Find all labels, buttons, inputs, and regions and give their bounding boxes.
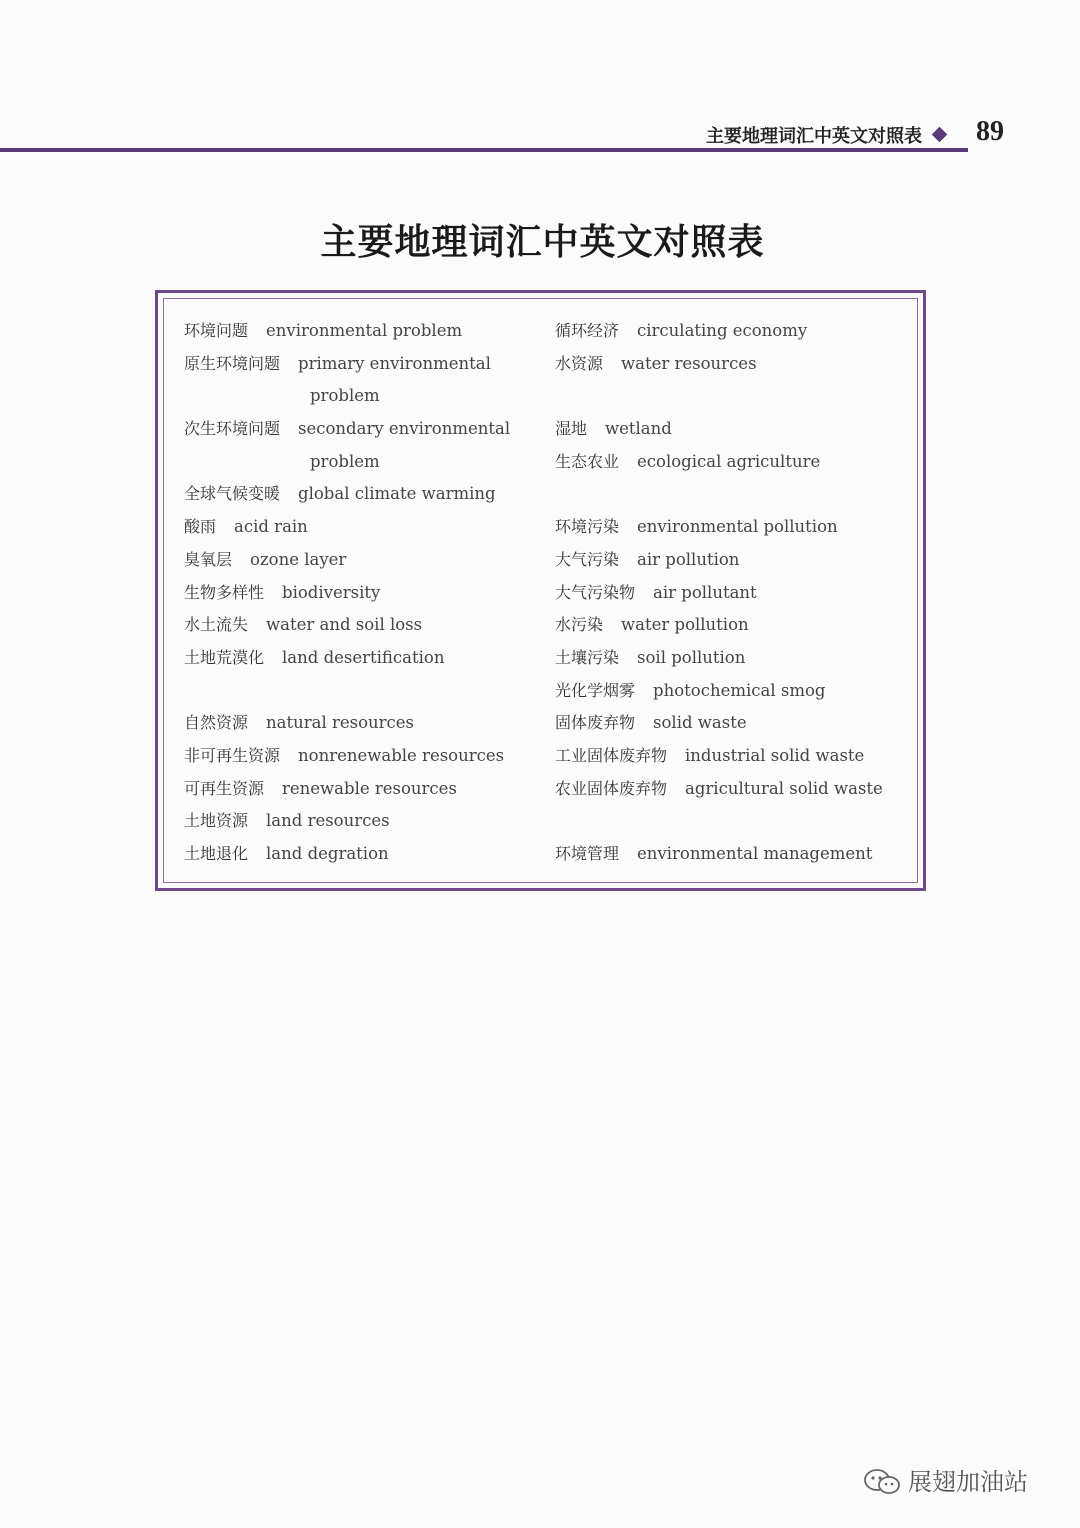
glossary-entry (555, 740, 915, 773)
term-en: land resources (266, 811, 390, 831)
term-en: secondary environmental (298, 419, 511, 439)
term-en: air pollution (637, 549, 740, 569)
header-rule (0, 148, 968, 152)
glossary-entry (184, 348, 544, 381)
term-zh: 环境管理 (555, 844, 620, 863)
glossary-left-column (184, 315, 544, 871)
term-zh: 生态农业 (555, 451, 620, 471)
term-en: natural resources (266, 713, 415, 733)
term-en: water resources (621, 353, 757, 373)
term-zh: 工业固体废弃物 (555, 745, 668, 765)
term-zh: 土壤污染 (555, 647, 620, 667)
running-title: 主要地理词汇中英文对照表 (706, 126, 922, 147)
page-title: 主要地理词汇中英文对照表 (320, 221, 765, 263)
wechat-icon (862, 1468, 902, 1496)
page-number: 89 (976, 116, 1004, 147)
glossary-entry (555, 511, 915, 544)
blank-line (555, 478, 915, 511)
term-en: ozone layer (250, 549, 347, 569)
term-en: water and soil loss (266, 615, 423, 635)
term-zh: 大气污染物 (555, 582, 636, 602)
term-en: acid rain (234, 517, 308, 537)
term-zh: 生物多样性 (184, 582, 265, 602)
glossary-entry-continuation (184, 446, 544, 479)
blank-line (184, 675, 544, 708)
term-en: land desertification (282, 647, 445, 667)
term-en: soil pollution (637, 647, 746, 667)
glossary-entry (555, 577, 915, 610)
term-zh: 臭氧层 (184, 549, 233, 569)
glossary-entry (184, 773, 544, 806)
term-zh: 环境问题 (184, 321, 249, 340)
term-en-continued: problem (310, 386, 380, 406)
term-en: renewable resources (282, 778, 457, 798)
diamond-icon (932, 127, 948, 143)
term-en: land degration (266, 844, 389, 863)
term-zh: 水资源 (555, 353, 604, 373)
term-zh: 全球气候变暖 (184, 484, 281, 504)
glossary-entry (555, 838, 915, 871)
term-en: agricultural solid waste (685, 778, 883, 798)
term-zh: 水污染 (555, 615, 604, 635)
term-en: environmental pollution (637, 517, 838, 537)
term-zh: 次生环境问题 (184, 419, 281, 439)
blank-line (555, 380, 915, 413)
term-en: circulating economy (637, 321, 808, 340)
glossary-entry (184, 609, 544, 642)
term-zh: 农业固体废弃物 (555, 778, 668, 798)
watermark-text: 展翅加油站 (908, 1468, 1028, 1496)
glossary-entry (184, 544, 544, 577)
glossary-entry-continuation (184, 380, 544, 413)
term-zh: 水土流失 (184, 615, 249, 635)
glossary-entry (555, 446, 915, 479)
glossary-entry (555, 544, 915, 577)
term-zh: 固体废弃物 (555, 713, 636, 733)
glossary-entry (184, 740, 544, 773)
blank-line (555, 805, 915, 838)
term-zh: 光化学烟雾 (555, 680, 636, 700)
term-zh: 土地退化 (184, 844, 249, 863)
glossary-entry (184, 577, 544, 610)
glossary-box (155, 290, 926, 891)
glossary-entry (555, 348, 915, 381)
term-en: solid waste (653, 713, 747, 733)
glossary-entry (184, 511, 544, 544)
glossary-entry (184, 805, 544, 838)
term-zh: 酸雨 (184, 517, 217, 537)
glossary-entry (555, 609, 915, 642)
glossary-entry (555, 773, 915, 806)
glossary-entry (555, 642, 915, 675)
glossary-entry (184, 707, 544, 740)
term-zh: 非可再生资源 (184, 745, 281, 765)
term-en: environmental management (637, 844, 873, 863)
term-en: nonrenewable resources (298, 745, 505, 765)
term-en: environmental problem (266, 321, 463, 340)
term-en: ecological agriculture (637, 451, 821, 471)
running-header (0, 112, 1080, 158)
glossary-entry (555, 707, 915, 740)
term-zh: 大气污染 (555, 549, 620, 569)
term-zh: 原生环境问题 (184, 353, 281, 373)
glossary-entry (184, 413, 544, 446)
term-zh: 土地资源 (184, 811, 249, 831)
glossary-entry (555, 675, 915, 708)
glossary-right-column (555, 315, 915, 871)
term-en: photochemical smog (653, 680, 826, 700)
glossary-entry (184, 315, 544, 348)
glossary-entry (184, 642, 544, 675)
term-zh: 湿地 (555, 419, 588, 439)
term-en: industrial solid waste (685, 745, 865, 765)
term-zh: 环境污染 (555, 517, 620, 537)
term-zh: 循环经济 (555, 321, 620, 340)
term-en-continued: problem (310, 451, 380, 471)
term-zh: 可再生资源 (184, 778, 265, 798)
term-zh: 自然资源 (184, 713, 249, 733)
glossary-entry (184, 478, 544, 511)
term-en: water pollution (621, 615, 749, 635)
glossary-entry (555, 413, 915, 446)
term-en: global climate warming (298, 484, 496, 504)
glossary-entry (184, 838, 544, 871)
term-en: wetland (605, 419, 672, 439)
glossary-entry (555, 315, 915, 348)
term-en: primary environmental (298, 353, 491, 373)
term-en: air pollutant (653, 582, 757, 602)
term-zh: 土地荒漠化 (184, 647, 265, 667)
term-en: biodiversity (282, 582, 381, 602)
